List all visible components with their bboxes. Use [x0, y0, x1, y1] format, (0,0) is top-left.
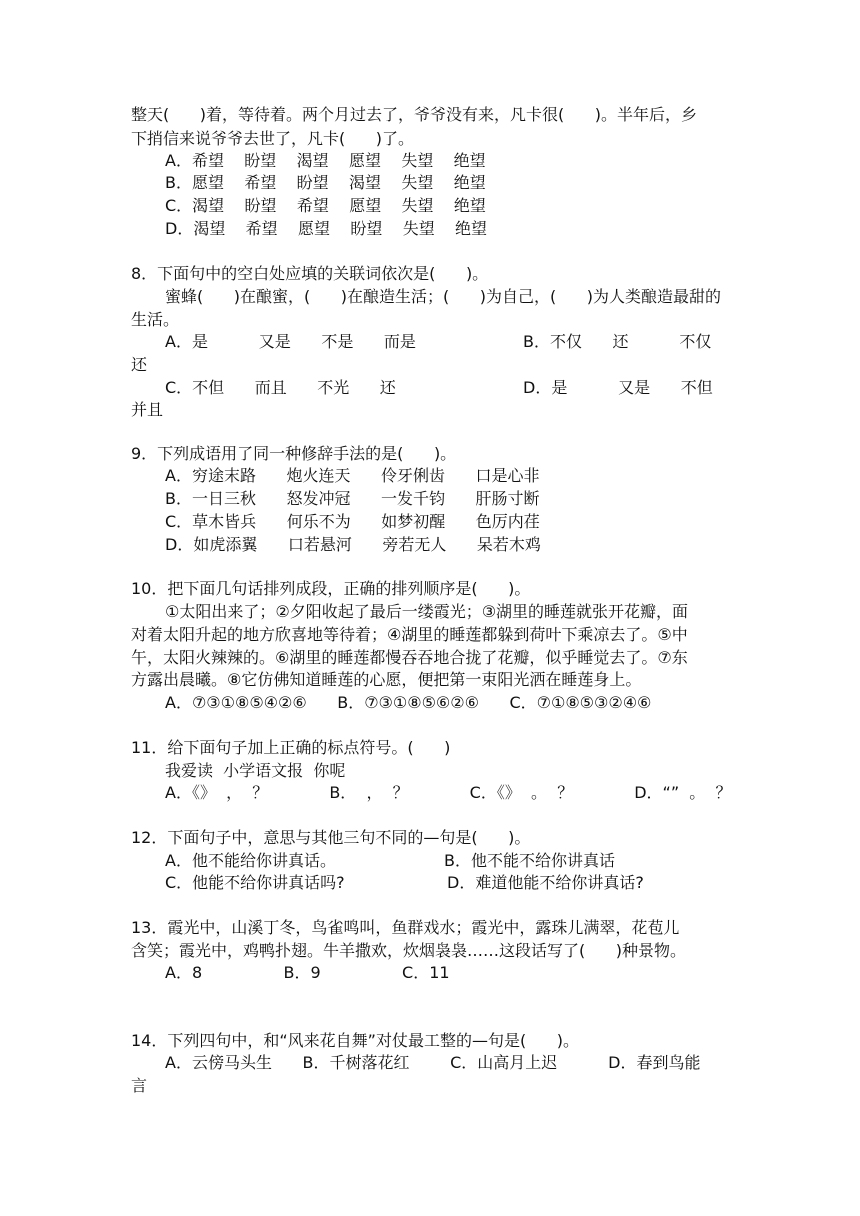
q8-option-d-wrap: 并且: [131, 400, 164, 419]
q10-para-line1: ①太阳出来了；②夕阳收起了最后一缕霞光；③湖里的睡莲就张开花瓣，面: [165, 602, 689, 621]
q8-stem-line2: 生活。: [131, 310, 180, 329]
q9-option-d[interactable]: D．如虎添翼 口若悬河 旁若无人 呆若木鸡: [165, 535, 541, 554]
q8-option-d[interactable]: D．是 又是 不但: [523, 378, 713, 397]
q14-options-wrap: 言: [131, 1076, 148, 1095]
q7-option-b[interactable]: B．愿望 希望 盼望 渴望 失望 绝望: [165, 173, 486, 192]
q10-question: 10．把下面几句话排列成段，正确的排列顺序是( )。: [131, 579, 531, 598]
q11-sentence: 我爱读 小学语文报 你呢: [165, 761, 346, 780]
q7-option-a[interactable]: A．希望 盼望 渴望 愿望 失望 绝望: [165, 151, 486, 170]
q12-question: 12．下面句子中，意思与其他三句不同的—句是( )。: [131, 828, 531, 847]
q14-question: 14．下列四句中，和“风来花自舞”对仗最工整的—句是( )。: [131, 1031, 579, 1050]
q9-option-a[interactable]: A．穷途末路 炮火连天 伶牙俐齿 口是心非: [165, 466, 540, 485]
q12-option-b[interactable]: B．他不能不给你讲真话: [444, 851, 615, 870]
q7-text-line2: 下捎信来说爷爷去世了，凡卡( )了。: [131, 129, 415, 148]
q12-option-c[interactable]: C．他能不给你讲真话吗?: [165, 873, 345, 892]
q12-option-d[interactable]: D．难道他能不给你讲真话?: [447, 873, 644, 892]
q11-question: 11．给下面句子加上正确的标点符号。( ): [131, 738, 451, 757]
q14-options[interactable]: A．云傍马头生 B．千树落花红 C．山高月上迟 D．春到鸟能: [165, 1053, 701, 1072]
q9-option-b[interactable]: B．一日三秋 怒发冲冠 一发千钧 肝肠寸断: [165, 489, 540, 508]
q8-option-b-wrap: 还: [131, 355, 148, 374]
q7-option-d[interactable]: D．渴望 希望 愿望 盼望 失望 绝望: [165, 219, 488, 238]
q12-option-a[interactable]: A．他不能给你讲真话。: [165, 851, 336, 870]
q13-question-line1: 13．霞光中，山溪丁冬，鸟雀鸣叫，鱼群戏水；霞光中，露珠儿满翠，花苞儿: [131, 918, 680, 937]
q8-option-b[interactable]: B．不仅 还 不仅: [523, 332, 712, 351]
q7-option-c[interactable]: C．渴望 盼望 希望 愿望 失望 绝望: [165, 196, 486, 215]
q9-question: 9．下列成语用了同一种修辞手法的是( )。: [131, 444, 457, 463]
q10-para-line4: 方露出晨曦。⑧它仿佛知道睡莲的心愿，便把第一束阳光洒在睡莲身上。: [131, 670, 642, 689]
q8-option-c[interactable]: C．不但 而且 不光 还: [165, 378, 396, 397]
q10-para-line3: 午，太阳火辣辣的。⑥湖里的睡莲都慢吞吞地合拢了花瓣，似乎睡觉去了。⑦东: [131, 648, 688, 667]
q7-text-line1: 整天( )着，等待着。两个月过去了，爷爷没有来，凡卡很( )。半年后，乡: [131, 105, 698, 124]
q8-stem-line1: 蜜蜂( )在酿蜜，( )在酿造生活；( )为自己，( )为人类酿造最甜的: [165, 287, 722, 306]
q11-options[interactable]: A．《》 ， ？ B． ， ？ C．《》 。 ？ D．“” 。 ？: [165, 783, 732, 802]
q13-question-line2: 含笑；霞光中，鸡鸭扑翅。牛羊撒欢，炊烟袅袅……这段话写了( )种景物。: [131, 941, 687, 960]
q13-options[interactable]: A．8 B．9 C．11: [165, 963, 450, 982]
q8-option-a[interactable]: A．是 又是 不是 而是: [165, 332, 416, 351]
q10-options[interactable]: A．⑦③①⑧⑤④②⑥ B．⑦③①⑧⑤⑥②⑥ C．⑦①⑧⑤③②④⑥: [165, 693, 652, 712]
q9-option-c[interactable]: C．草木皆兵 何乐不为 如梦初醒 色厉内荏: [165, 512, 540, 531]
q8-question: 8．下面句中的空白处应填的关联词依次是( )。: [131, 264, 489, 283]
q10-para-line2: 对着太阳升起的地方欣喜地等待着；④湖里的睡莲都躲到荷叶下乘凉去了。⑤中: [131, 625, 688, 644]
